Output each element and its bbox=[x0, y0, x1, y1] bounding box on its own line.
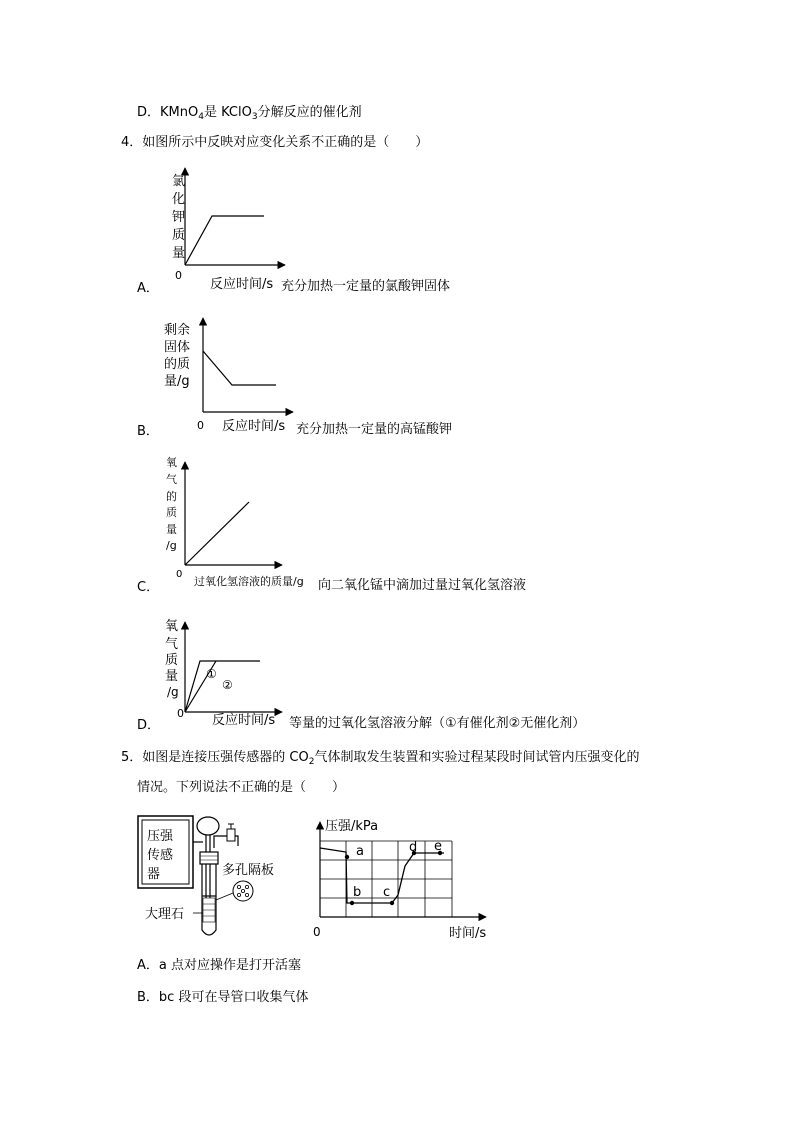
q4-option-c-letter: C． bbox=[137, 580, 160, 595]
point-c bbox=[390, 901, 394, 905]
marble-label: 大理石 bbox=[145, 907, 185, 922]
y-label-4: 质 bbox=[166, 506, 177, 519]
q5-stem: 5．如图是连接压强传感器的 $CO_2$气体制取发生装置和实验过程某段时间试管内压强变化的 bbox=[121, 750, 640, 767]
origin-label: 0 bbox=[313, 925, 321, 939]
y-label-4: 量 bbox=[165, 669, 179, 684]
series-label-2: ② bbox=[222, 678, 233, 692]
q5-stem-line2: 情况。下列说法不正确的是（ ） bbox=[137, 780, 346, 795]
y-label-4: 量/g bbox=[164, 374, 190, 389]
y-label-6: /g bbox=[166, 539, 177, 552]
sensor-label-3: 器 bbox=[147, 867, 161, 882]
point-label-d: d bbox=[409, 840, 418, 855]
q4-option-b-desc: 充分加热一定量的高锰酸钾 bbox=[296, 422, 453, 437]
point-b bbox=[350, 901, 354, 905]
point-label-c: c bbox=[383, 885, 391, 900]
y-label-2: 固体 bbox=[164, 340, 191, 355]
y-label-3: 钾 bbox=[172, 210, 186, 225]
origin-label: 0 bbox=[177, 707, 184, 720]
x-label: 时间/s bbox=[449, 926, 487, 941]
sensor-label-1: 压强 bbox=[147, 829, 174, 844]
y-label: 压强/kPa bbox=[325, 819, 379, 834]
y-label-3: 质 bbox=[165, 653, 179, 668]
y-label-1: 氧 bbox=[166, 456, 177, 469]
y-label-3: 的质 bbox=[164, 357, 191, 372]
y-label-1: 氧 bbox=[165, 619, 179, 634]
y-label-3: 的 bbox=[166, 490, 177, 503]
plate-label: 多孔隔板 bbox=[222, 863, 275, 878]
q4-option-d-letter: D． bbox=[137, 718, 161, 733]
y-label-5: /g bbox=[167, 685, 179, 699]
series-label-1: ① bbox=[206, 667, 217, 681]
y-label-2: 气 bbox=[165, 637, 179, 652]
point-label-a: a bbox=[356, 844, 364, 859]
origin-label: 0 bbox=[175, 269, 182, 282]
point-a bbox=[345, 855, 349, 859]
y-label-1: 氯 bbox=[172, 174, 186, 189]
origin-label: 0 bbox=[176, 569, 183, 580]
y-label-5: 量 bbox=[166, 523, 177, 536]
q3-option-d: D．KMnO$_4$是 KClO$_3$分解反应的催化剂 bbox=[137, 105, 362, 122]
y-label-2: 气 bbox=[166, 473, 177, 486]
x-label: 反应时间/s bbox=[212, 713, 276, 728]
x-label: 反应时间/s bbox=[210, 277, 274, 292]
q4-option-b-letter: B． bbox=[137, 424, 159, 439]
point-label-b: b bbox=[353, 885, 362, 900]
y-label-4: 质 bbox=[172, 228, 186, 243]
x-label: 过氧化氢溶液的质量/g bbox=[194, 575, 304, 588]
q4-option-d-desc: 等量的过氧化氢溶液分解（①有催化剂②无催化剂） bbox=[289, 716, 586, 731]
q4-stem: 4．如图所示中反映对应变化关系不正确的是（ ） bbox=[121, 135, 429, 150]
x-label: 反应时间/s bbox=[222, 419, 286, 434]
y-label-5: 量 bbox=[172, 246, 186, 261]
q5-option-b: B．bc 段可在导管口收集气体 bbox=[137, 990, 309, 1005]
y-label-1: 剩余 bbox=[164, 323, 191, 338]
origin-label: 0 bbox=[197, 419, 204, 432]
y-label-2: 化 bbox=[172, 192, 186, 207]
q5-option-a: A．a 点对应操作是打开活塞 bbox=[137, 958, 301, 973]
q4-option-a-desc: 充分加热一定量的氯酸钾固体 bbox=[281, 279, 451, 294]
q4-option-a-letter: A． bbox=[137, 281, 159, 296]
point-label-e: e bbox=[434, 839, 442, 854]
sensor-label-2: 传感 bbox=[147, 848, 174, 863]
q4-option-c-desc: 向二氧化锰中滴加过量过氧化氢溶液 bbox=[318, 578, 527, 593]
